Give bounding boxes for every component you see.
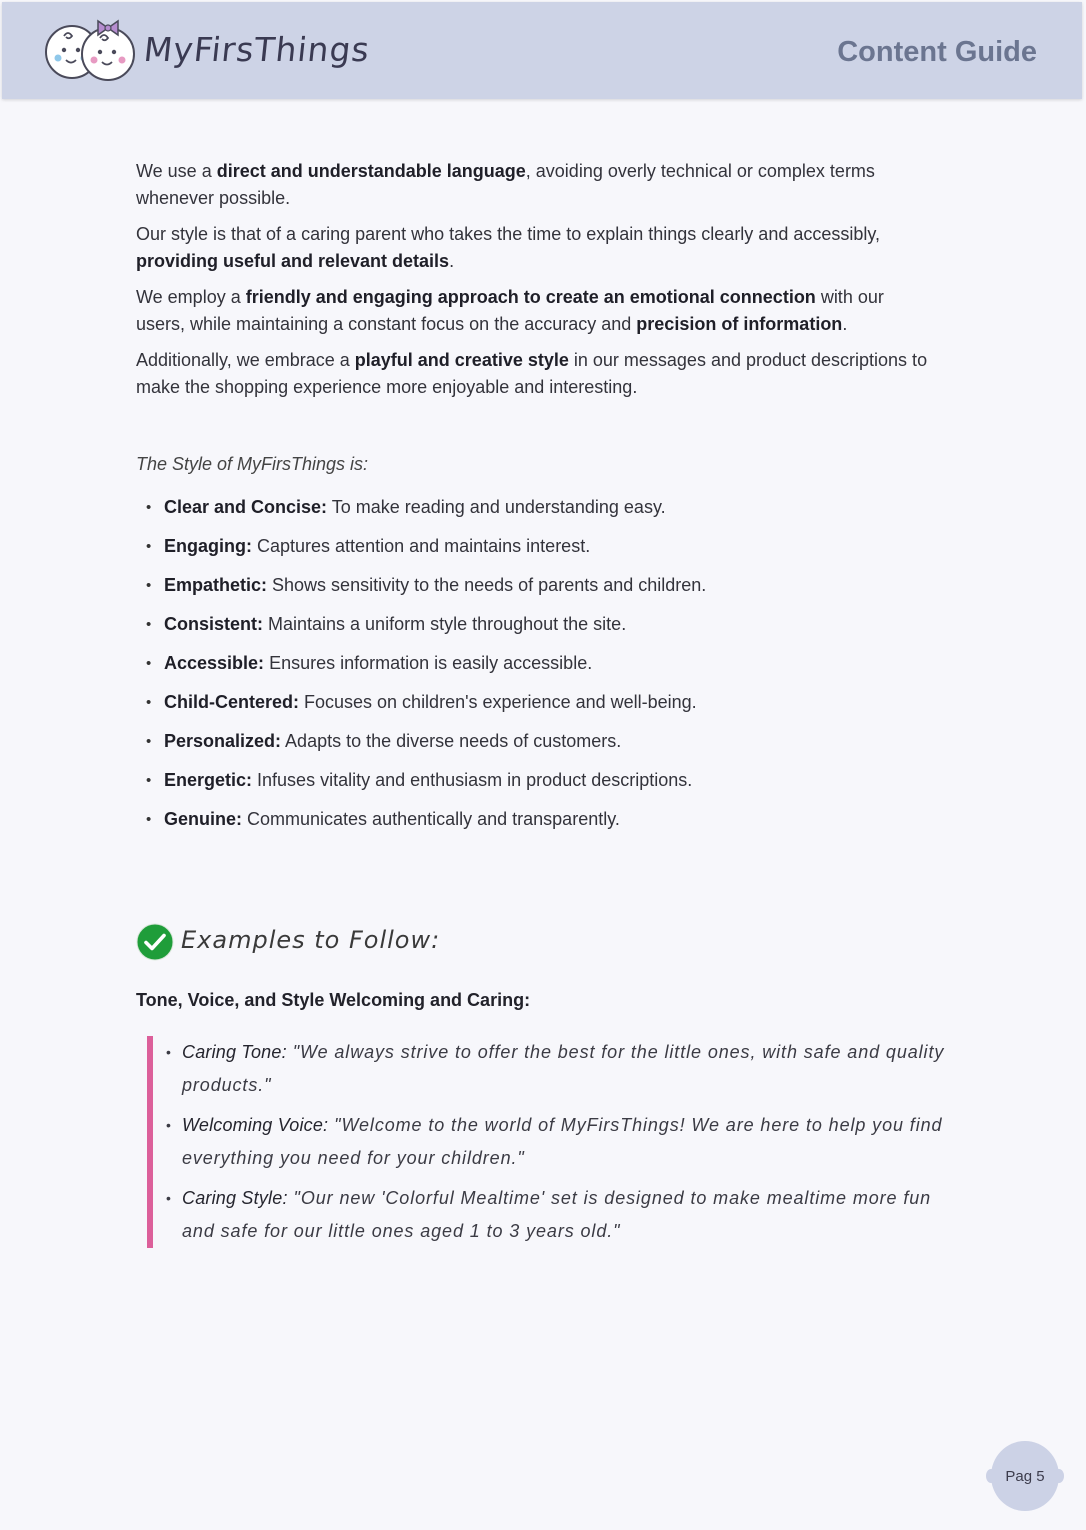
style-intro: The Style of MyFirsThings is:: [136, 454, 369, 474]
intro-paragraphs: [136, 158, 936, 401]
body-text: , avoiding overly technical or complex terms whenever possible.: [136, 161, 875, 208]
body-text: in our messages and product descriptions to make the shopping experience more enjoyable and interesting.: [136, 350, 928, 397]
examples-subheading: Tone, Voice, and Style Welcoming and Caring:: [136, 990, 531, 1010]
style-list: [136, 497, 936, 830]
intro-paragraph: [136, 221, 936, 275]
emphasis-text: playful and creative style: [354, 350, 569, 370]
document-title: Content Guide: [837, 36, 1037, 68]
style-item: • Energetic: Infuses vitality and enthusiasm in product descriptions.: [146, 770, 936, 791]
example-quote: • Caring Style: "Our new 'Colorful Mealtime' set is designed to make mealtime more fun and safe for our little ones aged 1 to 3 years old.": [166, 1182, 956, 1248]
emphasis-text: friendly and engaging approach to create an emotional connection: [245, 287, 816, 307]
body-text: with our users, while maintaining a constant focus on the accuracy and: [136, 287, 884, 334]
style-item: • Personalized: Adapts to the diverse needs of customers.: [146, 731, 936, 752]
style-item: • Clear and Concise: To make reading and understanding easy.: [146, 497, 936, 518]
intro-paragraph: [136, 284, 936, 338]
style-item: • Engaging: Captures attention and maintains interest.: [146, 536, 936, 557]
body-text: .: [842, 314, 848, 334]
example-quote: • Caring Tone: "We always strive to offer the best for the little ones, with safe and quality products.": [166, 1036, 956, 1102]
example-quotes: [166, 1036, 956, 1255]
brand-name: MyFirsThings: [141, 30, 372, 69]
intro-paragraph: [136, 158, 936, 212]
baby-faces-logo-icon: [42, 18, 138, 86]
emphasis-text: precision of information: [636, 314, 843, 334]
body-text: Our style is that of a caring parent who takes the time to explain things clearly and accessibly,: [136, 224, 881, 244]
body-text: Additionally, we embrace a: [136, 350, 355, 370]
main-content: [136, 158, 936, 848]
style-item: • Child-Centered: Focuses on children's experience and well-being.: [146, 692, 936, 713]
style-item: • Empathetic: Shows sensitivity to the needs of parents and children.: [146, 575, 936, 596]
emphasis-text: direct and understandable language: [216, 161, 526, 181]
emphasis-text: providing useful and relevant details: [136, 251, 450, 271]
intro-paragraph: [136, 347, 936, 401]
style-item: • Accessible: Ensures information is easily accessible.: [146, 653, 936, 674]
style-item: • Genuine: Communicates authentically and transparently.: [146, 809, 936, 830]
example-quote: • Welcoming Voice: "Welcome to the world of MyFirsThings! We are here to help you find everything you need for your children.": [166, 1109, 956, 1175]
page-header: [2, 2, 1082, 99]
page-number-badge: Pag 5: [991, 1441, 1059, 1511]
body-text: We use a: [136, 161, 217, 181]
body-text: We employ a: [136, 287, 246, 307]
style-item: • Consistent: Maintains a uniform style throughout the site.: [146, 614, 936, 635]
check-circle-icon: [136, 923, 174, 961]
body-text: .: [449, 251, 455, 271]
examples-title: Examples to Follow:: [181, 926, 441, 954]
quote-accent-bar: [147, 1036, 153, 1248]
